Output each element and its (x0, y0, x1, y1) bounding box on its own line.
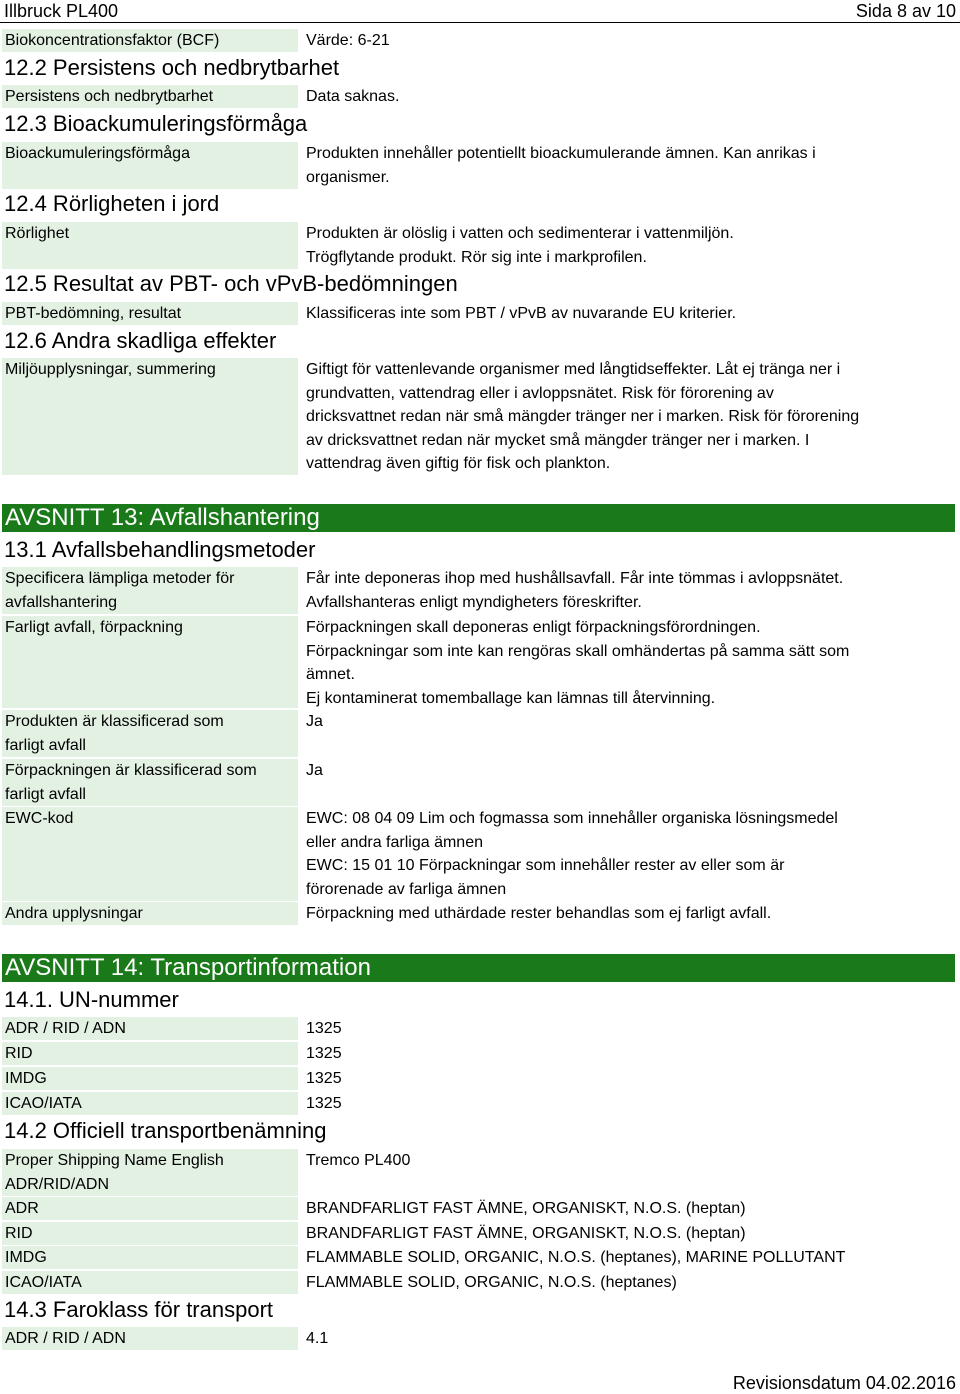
row-label: Bioackumuleringsförmåga (2, 142, 298, 189)
row-value: Ja (306, 713, 323, 730)
row-name (0, 1197, 960, 1220)
row-value: Produkten innehåller potentiellt bioackumulerande ämnen. Kan anrikas i organismer. (306, 145, 816, 186)
row-specificera (0, 567, 960, 614)
row-un (0, 1017, 960, 1040)
page-number: Sida 8 av 10 (855, 1, 956, 21)
row-label: Specificera lämpliga metoder för avfallshantering (2, 567, 298, 614)
page-header (0, 0, 960, 23)
row-label: Produkten är klassificerad som farligt avfall (2, 710, 298, 757)
row-value: Ja (306, 762, 323, 779)
row-value: Giftigt för vattenlevande organismer med långtidseffekter. Låt ej tränga ner i grundvatten, vattendrag eller i avloppsnätet. Risk för förorening av dricksvattnet redan när små mängder tränger ner i marken. Risk för förorening av dricksvattnet redan när mycket små mängder tränger ner i marken. I vattendrag även giftig för fisk och plankton. (306, 361, 860, 472)
row-label: Miljöupplysningar, summering (2, 358, 298, 475)
row-ewc (0, 807, 960, 901)
row-name (0, 1271, 960, 1294)
row-value: Förpackning med uthärdade rester behandlas som ej farligt avfall. (306, 905, 772, 922)
row-forpackning-klass (0, 759, 960, 806)
row-label: Andra upplysningar (2, 902, 298, 925)
row-value: Produkten är olöslig i vatten och sedimenterar i vattenmiljön. Trögflytande produkt. Rör sig inte i markprofilen. (306, 225, 734, 266)
row-label: PBT-bedömning, resultat (2, 302, 298, 325)
row-name (0, 1246, 960, 1269)
row-farligt-avfall (0, 616, 960, 708)
row-label: IMDG (2, 1246, 298, 1269)
row-label: EWC-kod (2, 807, 298, 901)
row-value: Värde: 6-21 (306, 32, 390, 49)
row-value: 1325 (306, 1095, 342, 1112)
row-label: Rörlighet (2, 222, 298, 269)
row-faroklass (0, 1327, 960, 1350)
row-label: IMDG (2, 1067, 298, 1090)
row-label: ADR (2, 1197, 298, 1220)
heading-14-2: 14.2 Officiell transportbenämning (4, 1118, 327, 1143)
row-value: 1325 (306, 1070, 342, 1087)
heading-12-6: 12.6 Andra skadliga effekter (4, 328, 277, 353)
row-label: Förpackningen är klassificerad som farligt avfall (2, 759, 298, 806)
row-label: RID (2, 1222, 298, 1245)
product-name: Illbruck PL400 (4, 1, 119, 21)
row-name (0, 1222, 960, 1245)
row-label: ICAO/IATA (2, 1271, 298, 1294)
row-value: 4.1 (306, 1330, 329, 1347)
row-produkt-klass (0, 710, 960, 757)
row-value: FLAMMABLE SOLID, ORGANIC, N.O.S. (heptanes) (306, 1274, 677, 1291)
row-pbt (0, 302, 960, 325)
row-miljo (0, 358, 960, 475)
row-value: EWC: 08 04 09 Lim och fogmassa som innehåller organiska lösningsmedel eller andra farliga ämnen EWC: 15 01 10 Förpackningar som innehåller rester av eller som är förorenade av farliga ämnen (306, 810, 838, 898)
row-label: Farligt avfall, förpackning (2, 616, 298, 708)
revision-date: Revisionsdatum 04.02.2016 (732, 1373, 956, 1393)
row-value: Data saknas. (306, 88, 400, 105)
row-psn (0, 1149, 960, 1196)
row-label: Biokoncentrationsfaktor (BCF) (2, 29, 298, 52)
heading-14-3: 14.3 Faroklass för transport (4, 1297, 274, 1322)
heading-13-1: 13.1 Avfallsbehandlingsmetoder (4, 537, 316, 562)
row-andra (0, 902, 960, 925)
row-label: ICAO/IATA (2, 1092, 298, 1115)
row-value: Förpackningen skall deponeras enligt förpackningsförordningen. Förpackningar som inte kan rengöras skall omhändertas på samma sätt som ämnet. Ej kontaminerat tomemballage kan lämnas till återvinning. (306, 619, 850, 707)
row-un (0, 1042, 960, 1065)
row-label: RID (2, 1042, 298, 1065)
row-bcf (0, 29, 960, 52)
row-bioack (0, 142, 960, 189)
section-13-title: AVSNITT 13: Avfallshantering (2, 504, 955, 532)
row-un (0, 1067, 960, 1090)
row-label: Persistens och nedbrytbarhet (2, 85, 298, 108)
row-persistens (0, 85, 960, 108)
row-value: Klassificeras inte som PBT / vPvB av nuvarande EU kriterier. (306, 305, 737, 322)
heading-12-3: 12.3 Bioackumuleringsförmåga (4, 111, 308, 136)
heading-12-4: 12.4 Rörligheten i jord (4, 191, 220, 216)
row-value: Får inte deponeras ihop med hushållsavfall. Får inte tömmas i avloppsnätet. Avfallshanteras enligt myndigheters föreskrifter. (306, 570, 844, 611)
row-value: BRANDFARLIGT FAST ÄMNE, ORGANISKT, N.O.S. (heptan) (306, 1225, 746, 1242)
row-value: BRANDFARLIGT FAST ÄMNE, ORGANISKT, N.O.S. (heptan) (306, 1200, 746, 1217)
row-rorlighet (0, 222, 960, 269)
row-un (0, 1092, 960, 1115)
row-value: 1325 (306, 1020, 342, 1037)
heading-12-5: 12.5 Resultat av PBT- och vPvB-bedömningen (4, 271, 458, 296)
row-value: 1325 (306, 1045, 342, 1062)
heading-14-1: 14.1. UN-nummer (4, 987, 179, 1012)
row-label: ADR / RID / ADN (2, 1017, 298, 1040)
row-label: ADR / RID / ADN (2, 1327, 298, 1350)
heading-12-2: 12.2 Persistens och nedbrytbarhet (4, 55, 340, 80)
row-label: Proper Shipping Name English ADR/RID/ADN (2, 1149, 298, 1196)
row-value: FLAMMABLE SOLID, ORGANIC, N.O.S. (heptanes), MARINE POLLUTANT (306, 1249, 846, 1266)
row-value: Tremco PL400 (306, 1152, 411, 1169)
section-14-title: AVSNITT 14: Transportinformation (2, 954, 955, 982)
